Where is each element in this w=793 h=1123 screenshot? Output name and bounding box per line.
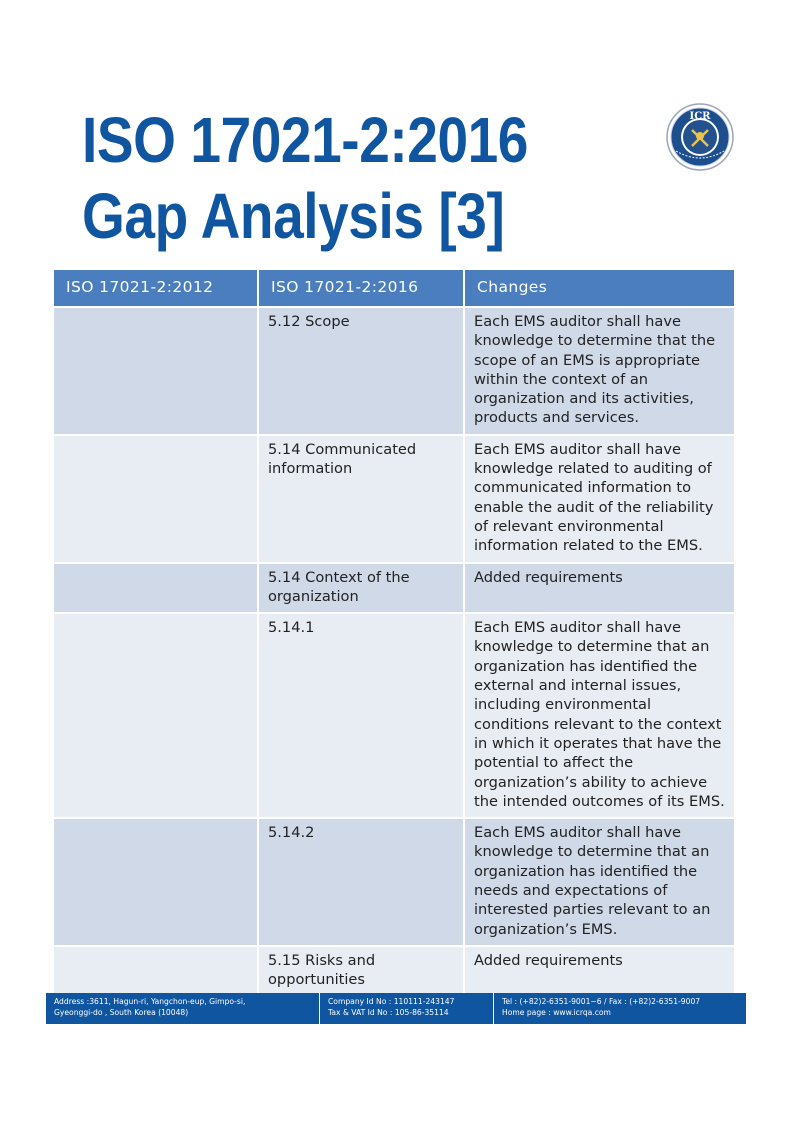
cell-2016: 5.14.2 [258,818,464,946]
table-header-row [54,270,734,307]
cell-2012 [54,563,258,614]
gap-analysis-table [54,270,734,996]
column-header-2016: ISO 17021-2:2016 [258,270,464,307]
footer-ids [320,993,494,1024]
cell-changes: Added requirements [464,946,734,996]
homepage-link[interactable]: Home page : www.icrqa.com [502,1008,611,1017]
table-row [54,946,734,996]
footer-address [46,993,320,1024]
cell-2012 [54,307,258,435]
cell-changes: Added requirements [464,563,734,614]
cell-changes: Each EMS auditor shall have knowledge to determine that an organization has identified the needs and expectations of interested parties relevant to an organization’s EMS. [464,818,734,946]
icr-logo [666,103,734,171]
cell-changes: Each EMS auditor shall have knowledge to determine that the scope of an EMS is appropriate within the context of an organization and its activities, products and services. [464,307,734,435]
tax-id: Tax & VAT Id No : 105-86-35114 [328,1008,449,1017]
tel-fax: Tel : (+82)2-6351-9001~6 / Fax : (+82)2-6351-9007 [502,997,701,1006]
table-row [54,818,734,946]
table-row [54,435,734,563]
company-id: Company Id No : 110111-243147 [328,997,455,1006]
address-line-2: Gyeonggi-do , South Korea (10048) [54,1008,189,1017]
footer-contact [494,993,746,1024]
cell-2016: 5.15 Risks and opportunities [258,946,464,996]
column-header-2012: ISO 17021-2:2012 [54,270,258,307]
page-title [82,102,528,254]
cell-2016: 5.14.1 [258,613,464,818]
column-header-changes: Changes [464,270,734,307]
title-line-1: ISO 17021-2:2016 [82,104,528,176]
cell-2012 [54,435,258,563]
table-row [54,563,734,614]
cell-changes: Each EMS auditor shall have knowledge to determine that an organization has identified the external and internal issues, including environmental conditions relevant to the context in which it operates that have the potential to affect the organization’s ability to achieve the intended outcomes of its EMS. [464,613,734,818]
cell-changes: Each EMS auditor shall have knowledge related to auditing of communicated information to enable the audit of the reliability of relevant environmental information related to the EMS. [464,435,734,563]
cell-2016: 5.14 Context of the organization [258,563,464,614]
footer-bar [46,993,746,1024]
cell-2016: 5.14 Communicated information [258,435,464,563]
icr-seal-logo-icon [666,103,734,171]
logo-text: ICR [689,111,711,122]
cell-2012 [54,613,258,818]
cell-2012 [54,946,258,996]
table-row [54,307,734,435]
table-row [54,613,734,818]
cell-2012 [54,818,258,946]
cell-2016: 5.12 Scope [258,307,464,435]
title-line-2: Gap Analysis [3] [82,180,505,252]
address-line-1: Address :3611, Hagun-ri, Yangchon-eup, Gimpo-si, [54,997,246,1006]
